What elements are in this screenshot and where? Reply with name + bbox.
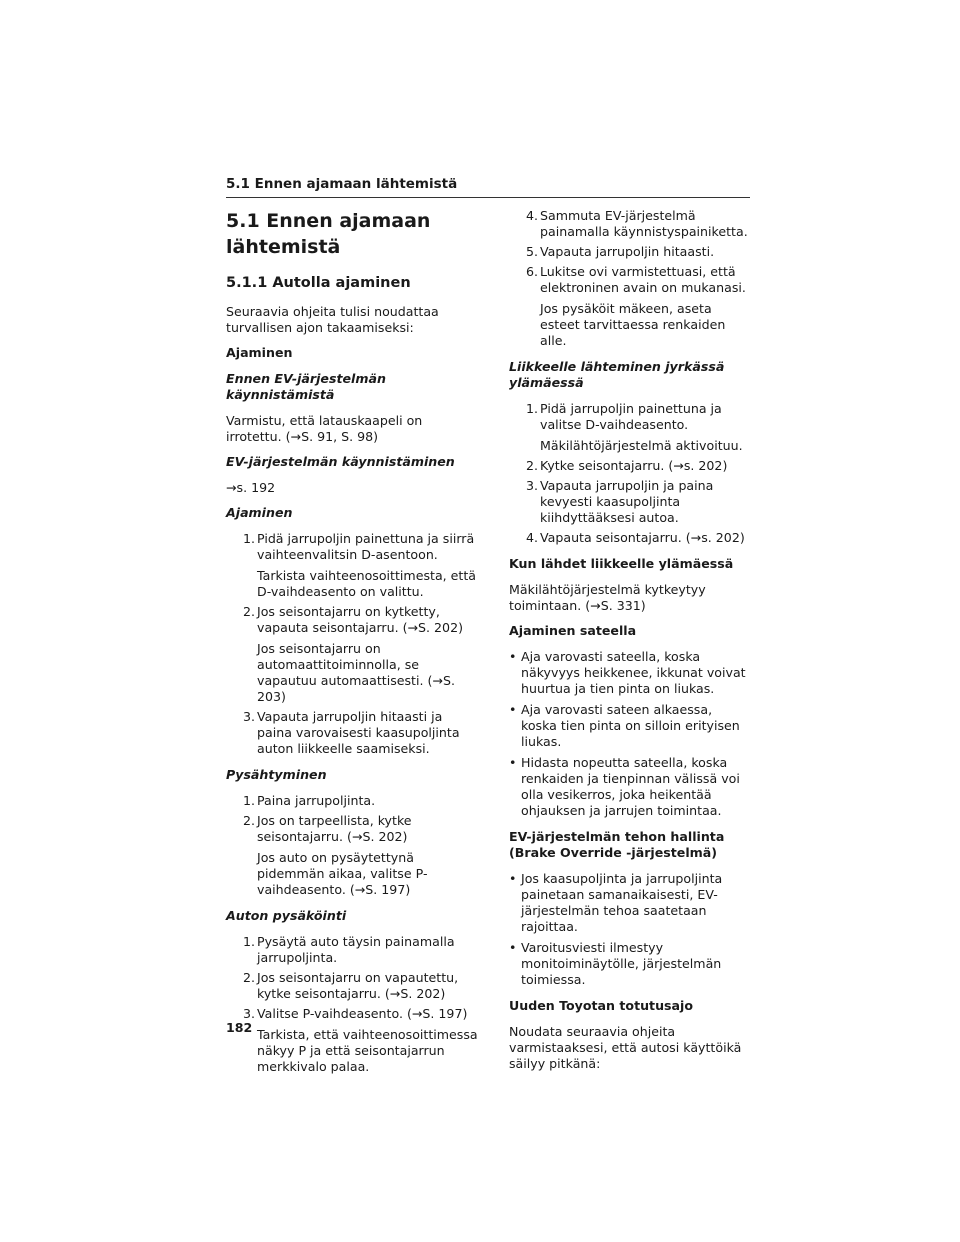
section-title: 5.1.1 Autolla ajaminen bbox=[226, 275, 411, 291]
step-number: 1. bbox=[243, 793, 256, 808]
step-note: Tarkista vaihteenosoittimesta, että D-vaihdeasento on valittu. bbox=[257, 568, 477, 599]
rain-heading: Ajaminen sateella bbox=[509, 623, 637, 638]
list-item bbox=[226, 813, 478, 898]
before-start-heading: Ennen EV-järjestelmän käynnistämistä bbox=[226, 371, 386, 402]
step-number: 4. bbox=[526, 208, 539, 223]
drive-heading: Ajaminen bbox=[226, 505, 293, 520]
list-item bbox=[509, 264, 750, 349]
uphill-note-heading: Kun lähdet liikkeelle ylämäessä bbox=[509, 556, 734, 571]
step-text: Valitse P-vaihdeasento. (→S. 197) bbox=[257, 1006, 468, 1021]
step-number: 2. bbox=[243, 604, 256, 619]
bullet-text: Jos kaasupoljinta ja jarrupoljinta painetaan samanaikaisesti, EV-järjestelmän tehoa saatetaan rajoittaa. bbox=[521, 871, 723, 934]
park-heading: Auton pysäköinti bbox=[226, 908, 347, 923]
list-item bbox=[509, 755, 750, 819]
step-note: Jos seisontajarru on automaattitoiminnolla, se vapautuu automaattisesti. (→S. 203) bbox=[257, 641, 455, 704]
step-text: Pysäytä auto täysin painamalla jarrupoljinta. bbox=[257, 934, 455, 965]
step-text: Vapauta jarrupoljin hitaasti ja paina varovaisesti kaasupoljinta auton liikkeelle saamiseksi. bbox=[257, 709, 460, 756]
bullet-icon: • bbox=[509, 702, 517, 717]
step-number: 1. bbox=[526, 401, 539, 416]
step-text: Sammuta EV-järjestelmä painamalla käynnistyspainiketta. bbox=[540, 208, 748, 239]
bullet-text: Aja varovasti sateella, koska näkyvyys heikkenee, ikkunat voivat huurtua ja tien pinta on liukas. bbox=[521, 649, 746, 696]
bullet-icon: • bbox=[509, 755, 517, 770]
list-item bbox=[509, 871, 750, 935]
step-note: Mäkilähtöjärjestelmä aktivoituu. bbox=[540, 438, 743, 453]
step-text: Jos seisontajarru on kytketty, vapauta seisontajarru. (→S. 202) bbox=[257, 604, 463, 635]
list-item bbox=[509, 940, 750, 988]
park-steps-list bbox=[226, 934, 478, 1075]
step-note: Jos auto on pysäytettynä pidemmän aikaa, valitse P-vaihdeasento. (→S. 197) bbox=[257, 850, 428, 897]
stop-heading: Pysähtyminen bbox=[226, 767, 327, 782]
step-number: 5. bbox=[526, 244, 539, 259]
start-heading: EV-järjestelmän käynnistäminen bbox=[226, 454, 455, 469]
step-number: 1. bbox=[243, 934, 256, 949]
bullet-text: Hidasta nopeutta sateella, koska renkaiden ja tienpinnan välissä voi olla vesikerros, joka heikentää ohjauksen ja jarrujen toimintaa. bbox=[521, 755, 740, 818]
running-header: 5.1 Ennen ajamaan lähtemistä bbox=[226, 176, 750, 198]
list-item bbox=[509, 478, 750, 526]
uphill-steps-list bbox=[509, 401, 750, 546]
bullet-icon: • bbox=[509, 940, 517, 955]
step-number: 3. bbox=[526, 478, 539, 493]
stop-steps-list bbox=[226, 793, 478, 898]
list-item bbox=[509, 401, 750, 454]
list-item bbox=[509, 244, 750, 260]
list-item bbox=[509, 458, 750, 474]
step-number: 2. bbox=[243, 813, 256, 828]
brake-override-heading: EV-järjestelmän tehon hallinta (Brake Override -järjestelmä) bbox=[509, 829, 725, 860]
bullet-icon: • bbox=[509, 871, 517, 886]
bullet-text: Varoitusviesti ilmestyy monitoiminäytölle, järjestelmän toimiessa. bbox=[521, 940, 722, 987]
list-item bbox=[509, 702, 750, 750]
step-text: Vapauta jarrupoljin hitaasti. bbox=[540, 244, 715, 259]
list-item bbox=[509, 208, 750, 240]
list-item bbox=[226, 934, 478, 966]
step-text: Vapauta jarrupoljin ja paina kevyesti kaasupoljinta kiihdyttääksesi autoa. bbox=[540, 478, 714, 525]
chapter-title: 5.1 Ennen ajamaan lähtemistä bbox=[226, 210, 431, 258]
step-text: Vapauta seisontajarru. (→s. 202) bbox=[540, 530, 745, 545]
new-car-text: Noudata seuraavia ohjeita varmistaaksesi, että autosi käyttöikä säilyy pitkänä: bbox=[509, 1024, 742, 1071]
list-item bbox=[226, 1006, 478, 1075]
before-start-text: Varmistu, että latauskaapeli on irrotettu. (→S. 91, S. 98) bbox=[226, 413, 423, 444]
uphill-heading: Liikkeelle lähteminen jyrkässä ylämäessä bbox=[509, 359, 725, 390]
step-number: 3. bbox=[243, 709, 256, 724]
list-item bbox=[509, 649, 750, 697]
step-text: Pidä jarrupoljin painettuna ja siirrä vaihteenvalitsin D-asentoon. bbox=[257, 531, 475, 562]
brake-override-bullets-list bbox=[509, 871, 750, 988]
right-column bbox=[509, 208, 750, 1081]
step-number: 2. bbox=[243, 970, 256, 985]
rain-bullets-list bbox=[509, 649, 750, 819]
step-text: Kytke seisontajarru. (→s. 202) bbox=[540, 458, 728, 473]
new-car-heading: Uuden Toyotan totutusajo bbox=[509, 998, 694, 1013]
bullet-text: Aja varovasti sateen alkaessa, koska tien pinta on silloin erityisen liukas. bbox=[521, 702, 740, 749]
step-number: 2. bbox=[526, 458, 539, 473]
step-text: Lukitse ovi varmistettuasi, että elektroninen avain on mukanasi. bbox=[540, 264, 746, 295]
step-text: Pidä jarrupoljin painettuna ja valitse D-vaihdeasento. bbox=[540, 401, 722, 432]
intro-text: Seuraavia ohjeita tulisi noudattaa turvallisen ajon takaamiseksi: bbox=[226, 304, 439, 335]
step-number: 6. bbox=[526, 264, 539, 279]
bullet-icon: • bbox=[509, 649, 517, 664]
start-ref: →s. 192 bbox=[226, 480, 276, 495]
step-note: Jos pysäköit mäkeen, aseta esteet tarvittaessa renkaiden alle. bbox=[540, 301, 726, 348]
list-item bbox=[226, 604, 478, 705]
step-number: 4. bbox=[526, 530, 539, 545]
park-steps-continued-list bbox=[509, 208, 750, 349]
list-item bbox=[226, 970, 478, 1002]
drive-steps-list bbox=[226, 531, 478, 757]
step-text: Paina jarrupoljinta. bbox=[257, 793, 376, 808]
step-text: Jos on tarpeellista, kytke seisontajarru. (→S. 202) bbox=[257, 813, 412, 844]
list-item bbox=[226, 531, 478, 600]
step-note: Tarkista, että vaihteenosoittimessa näkyy P ja että seisontajarrun merkkivalo palaa. bbox=[257, 1027, 478, 1074]
left-column bbox=[226, 208, 478, 1085]
step-text: Jos seisontajarru on vapautettu, kytke seisontajarru. (→S. 202) bbox=[257, 970, 459, 1001]
list-item bbox=[226, 709, 478, 757]
uphill-note-text: Mäkilähtöjärjestelmä kytkeytyy toimintaan. (→S. 331) bbox=[509, 582, 706, 613]
ajaminen-heading: Ajaminen bbox=[226, 345, 293, 360]
step-number: 3. bbox=[243, 1006, 256, 1021]
list-item bbox=[509, 530, 750, 546]
list-item bbox=[226, 793, 478, 809]
step-number: 1. bbox=[243, 531, 256, 546]
page-number: 182 bbox=[226, 1020, 253, 1035]
